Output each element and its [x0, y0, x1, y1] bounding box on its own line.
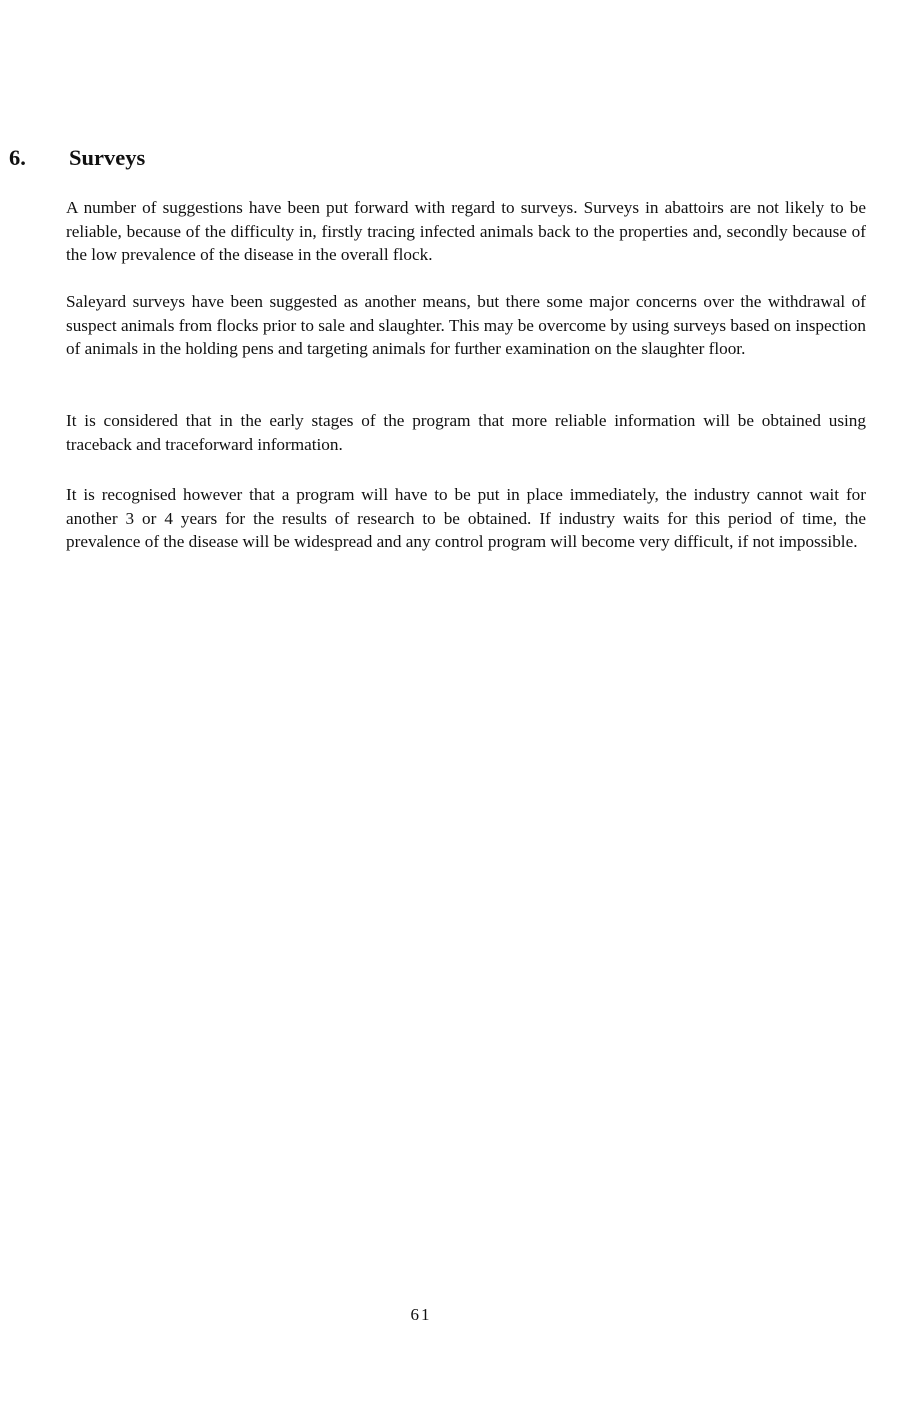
paragraph-abattoir-surveys: A number of suggestions have been put forward with regard to surveys. Surveys in abattoirs are not likely to be reliable, because of the difficulty in, firstly tracing infected animals back to the properties and, secondly because of the low prevalence of the disease in the overall flock.: [66, 198, 866, 264]
section-title: Surveys: [69, 145, 146, 170]
section-number: 6.: [9, 145, 26, 170]
paragraph-traceback: It is considered that in the early stages of the program that more reliable information will be obtained using traceback and traceforward information.: [66, 411, 866, 454]
section-heading: [9, 143, 145, 173]
page-number: 61: [410, 1305, 432, 1324]
paragraph-saleyard-surveys: Saleyard surveys have been suggested as another means, but there some major concerns over the withdrawal of suspect animals from flocks prior to sale and slaughter. This may be overcome by using surveys based on inspection of animals in the holding pens and targeting animals for further examination on the slaughter floor.: [66, 292, 866, 358]
paragraph-program-urgency: It is recognised however that a program will have to be put in place immediately, the industry cannot wait for another 3 or 4 years for the results of research to be obtained. If industry waits for this period of time, the prevalence of the disease will be widespread and any control program will become very difficult, if not impossible.: [66, 485, 866, 551]
